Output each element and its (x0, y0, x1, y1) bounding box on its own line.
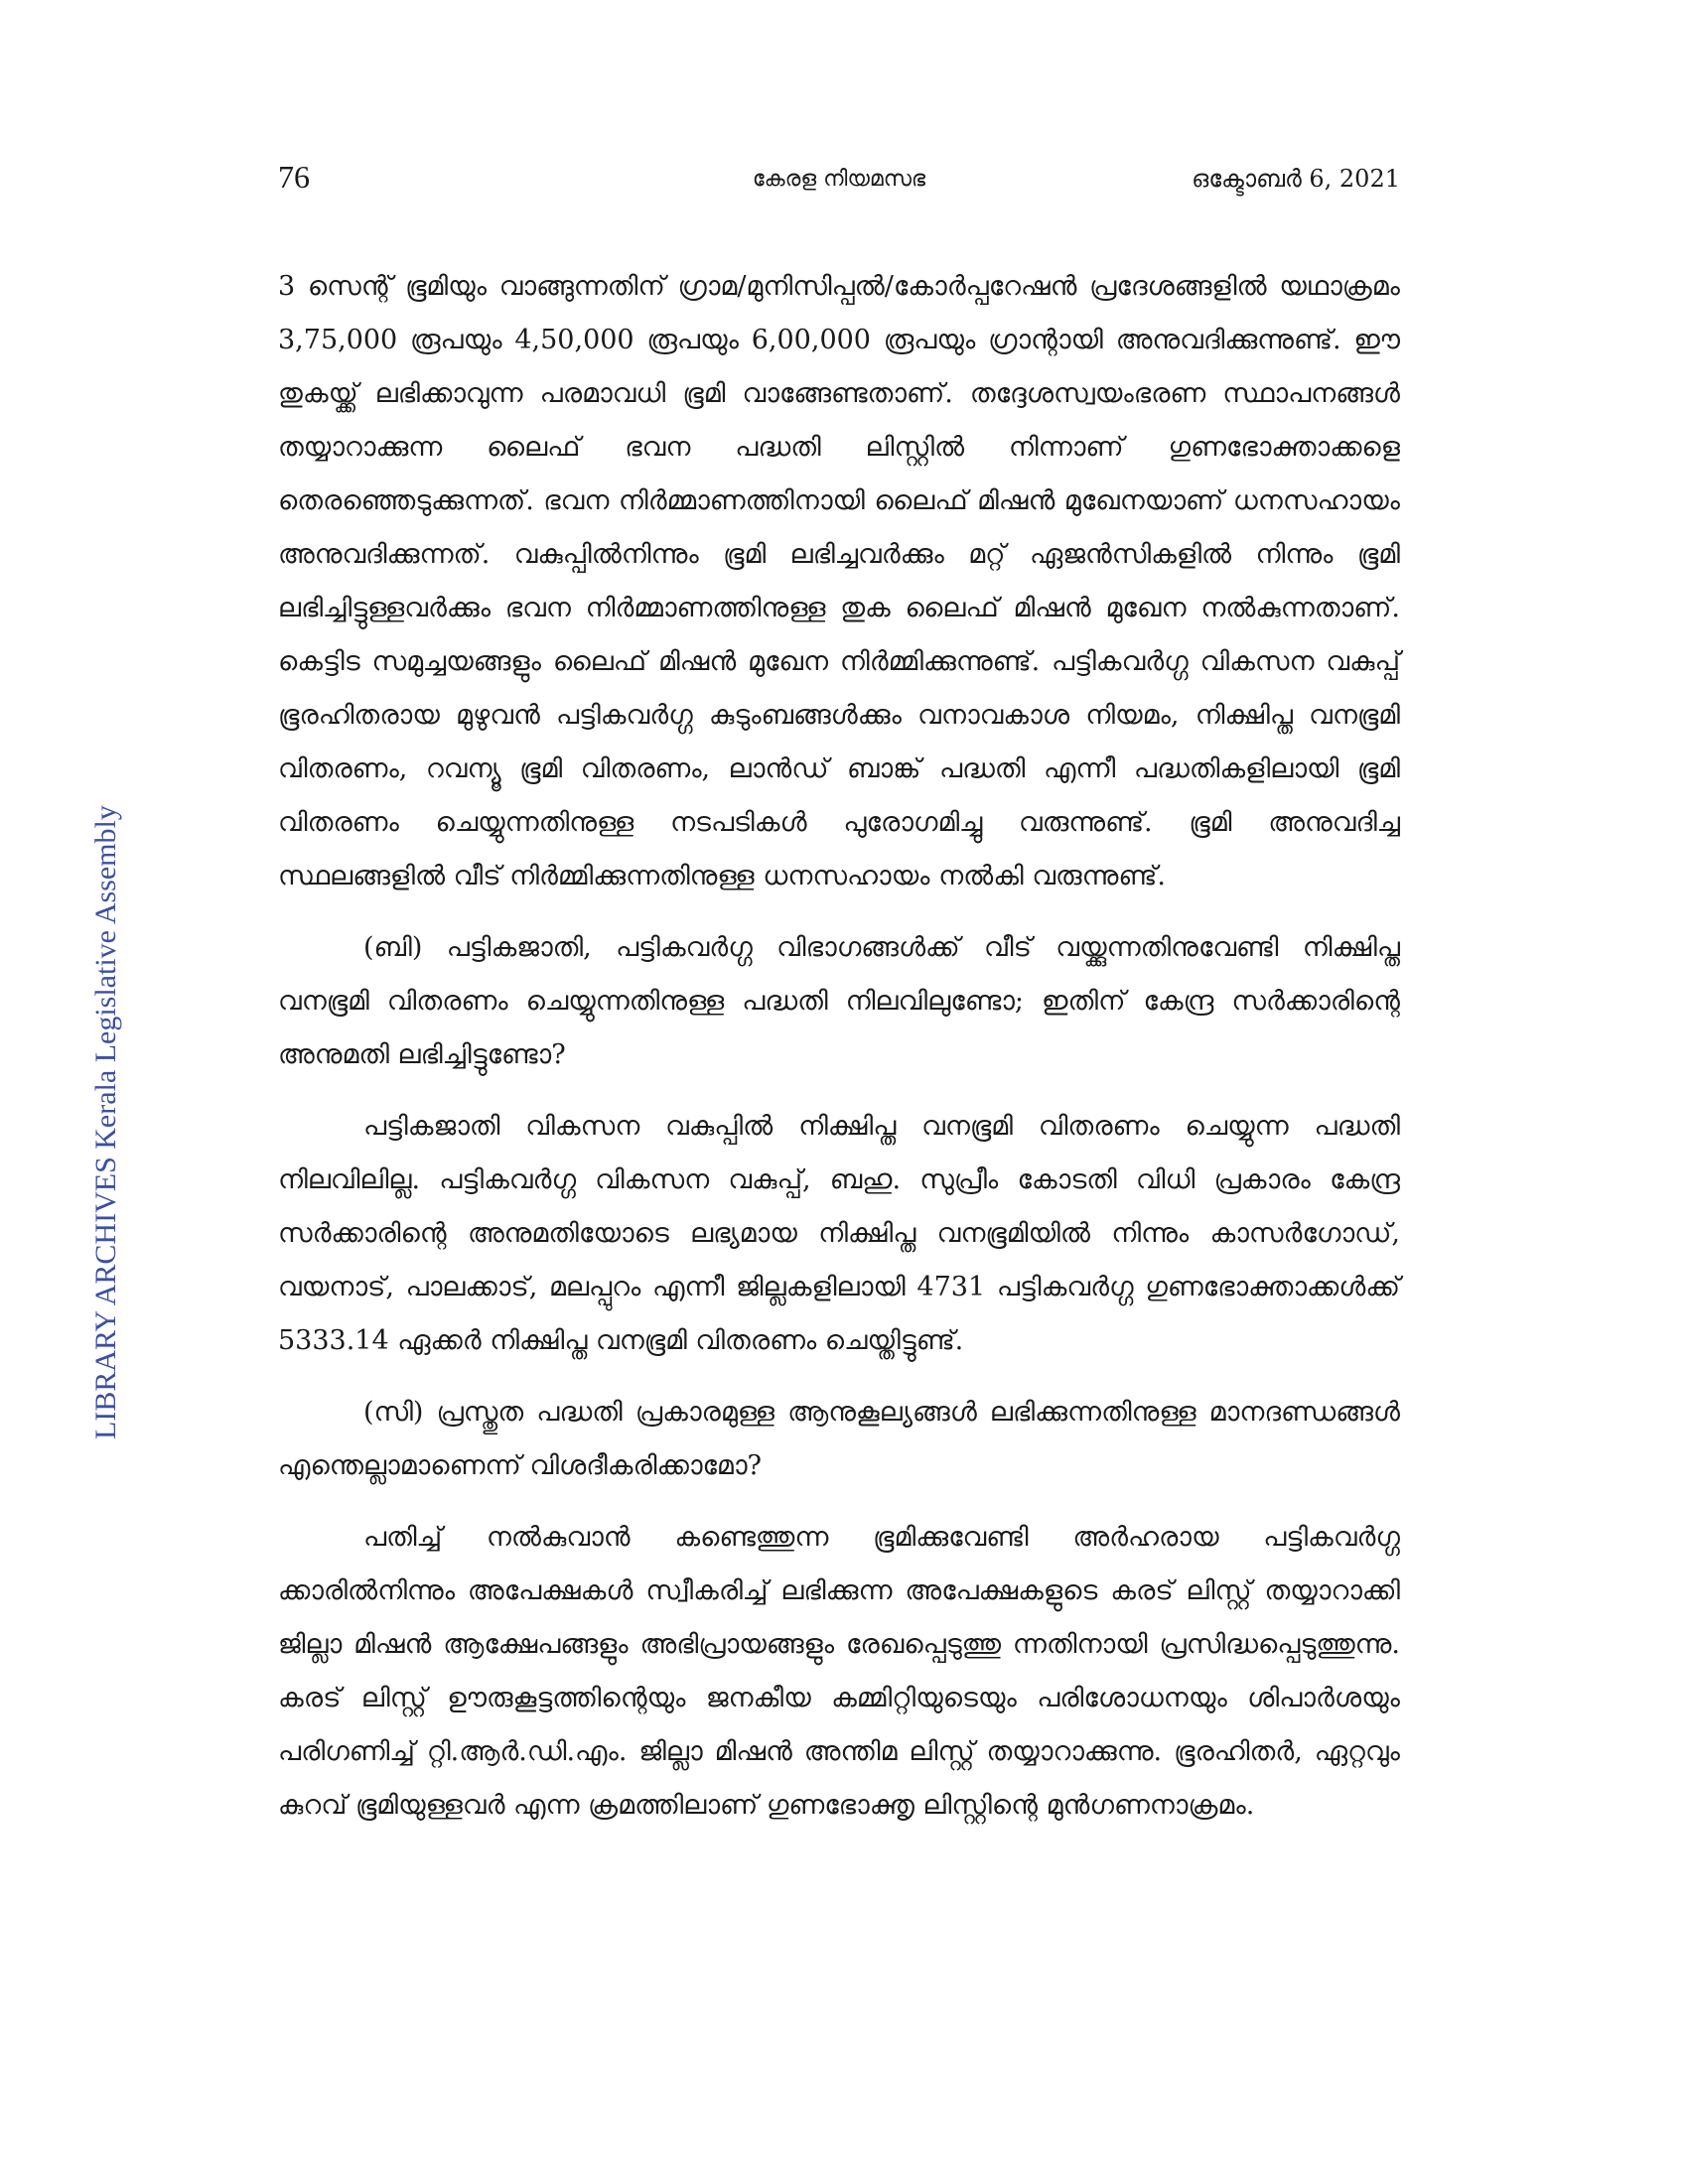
page-header (278, 159, 1400, 208)
paragraph-answer-a: 3 സെന്റ് ഭൂമിയും വാങ്ങുന്നതിന് ഗ്രാമ/മുനിസിപ്പൽ/കോർപ്പറേഷൻ പ്രദേശങ്ങളിൽ യഥാക്രമം 3,75,000 രൂപയും 4,50,000 രൂപയും 6,00,000 രൂപയും ഗ്രാന്റായി അനുവദിക്കുന്നുണ്ട്. ഈ തുകയ്ക്ക് ലഭിക്കാവുന്ന പരമാവധി ഭൂമി വാങ്ങേണ്ടതാണ്. തദ്ദേശസ്വയംഭരണ സ്ഥാപനങ്ങൾ തയ്യാറാക്കുന്ന ലൈഫ് ഭവന പദ്ധതി ലിസ്റ്റിൽ നിന്നാണ് ഗുണഭോക്താക്കളെ തെരഞ്ഞെടുക്കുന്നത്. ഭവന നിർമ്മാണത്തിനായി ലൈഫ് മിഷൻ മുഖേനയാണ് ധനസഹായം അനുവദിക്കുന്നത്. വകുപ്പിൽനിന്നും ഭൂമി ലഭിച്ചവർക്കും മറ്റ് ഏജൻസികളിൽ നിന്നും ഭൂമി ലഭിച്ചിട്ടുള്ളവർക്കും ഭവന നിർമ്മാണത്തിനുള്ള തുക ലൈഫ് മിഷൻ മുഖേന നൽകുന്നതാണ്. കെട്ടിട സമുച്ചയങ്ങളും ലൈഫ് മിഷൻ മുഖേന നിർമ്മിക്കുന്നുണ്ട്. പട്ടികവർഗ്ഗ വികസന വകുപ്പ് ഭൂരഹിതരായ മുഴുവൻ പട്ടികവർഗ്ഗ കുടുംബങ്ങൾക്കും വനാവകാശ നിയമം, നിക്ഷിപ്ത വനഭൂമി വിതരണം, റവന്യൂ ഭൂമി വിതരണം, ലാൻഡ് ബാങ്ക് പദ്ധതി എന്നീ പദ്ധതികളിലായി ഭൂമി വിതരണം ചെയ്യുന്നതിനുള്ള നടപടികൾ പുരോഗമിച്ചു വരുന്നുണ്ട്. ഭൂമി അനുവദിച്ച സ്ഥലങ്ങളിൽ വീട് നിർമ്മിക്കുന്നതിനുള്ള ധനസഹായം നൽകി വരുന്നുണ്ട്. (278, 271, 1400, 891)
running-date: ഒക്ടോബർ 6, 2021 (1192, 165, 1400, 193)
paragraph-question-c: (സി) പ്രസ്തുത പദ്ധതി പ്രകാരമുള്ള ആനുകൂല്യങ്ങൾ ലഭിക്കുന്നതിനുള്ള മാനദണ്ഡങ്ങൾ എന്തെല്ലാമാണെന്ന് വിശദീകരിക്കാമോ? (278, 1397, 1400, 1481)
paragraph-answer-c: പതിച്ച് നൽകുവാൻ കണ്ടെത്തുന്ന ഭൂമിക്കുവേണ്ടി അർഹരായ പട്ടികവർഗ്ഗ ക്കാരിൽനിന്നും അപേക്ഷകൾ സ്വീകരിച്ച് ലഭിക്കുന്ന അപേക്ഷകളുടെ കരട് ലിസ്റ്റ് തയ്യാറാക്കി ജില്ലാ മിഷൻ ആക്ഷേപങ്ങളും അഭിപ്രായങ്ങളും രേഖപ്പെടുത്തു ന്നതിനായി പ്രസിദ്ധപ്പെടുത്തുന്നു. കരട് ലിസ്റ്റ് ഊരുകൂട്ടത്തിന്റെയും ജനകീയ കമ്മിറ്റിയുടെയും പരിശോധനയും ശിപാർശയും പരിഗണിച്ച് റ്റി.ആർ.ഡി.എം. ജില്ലാ മിഷൻ അന്തിമ ലിസ്റ്റ് തയ്യാറാക്കുന്നു. ഭൂരഹിതർ, ഏറ്റവും കുറവ് ഭൂമിയുള്ളവർ എന്ന ക്രമത്തിലാണ് ഗുണഭോക്തൃ ലിസ്റ്റിന്റെ മുൻഗണനാക്രമം. (278, 1522, 1400, 1821)
running-title: കേരള നിയമസഭ (752, 167, 926, 192)
watermark-text: LIBRARY ARCHIVES Kerala Legislative Assembly (89, 805, 122, 1439)
paragraph-answer-b: പട്ടികജാതി വികസന വകുപ്പിൽ നിക്ഷിപ്ത വനഭൂമി വിതരണം ചെയ്യുന്ന പദ്ധതി നിലവിലില്ല. പട്ടികവർഗ്ഗ വികസന വകുപ്പ്, ബഹു. സുപ്രീം കോടതി വിധി പ്രകാരം കേന്ദ്ര സർക്കാരിന്റെ അനുമതിയോടെ ലഭ്യമായ നിക്ഷിപ്ത വനഭൂമിയിൽ നിന്നും കാസർഗോഡ്, വയനാട്, പാലക്കാട്, മലപ്പുറം എന്നീ ജില്ലകളിലായി 4731 പട്ടികവർഗ്ഗ ഗുണഭോക്താക്കൾക്ക് 5333.14 ഏക്കർ നിക്ഷിപ്ത വനഭൂമി വിതരണം ചെയ്തിട്ടുണ്ട്. (278, 1111, 1400, 1356)
page-number: 76 (278, 159, 310, 195)
paragraph-question-b: (ബി) പട്ടികജാതി, പട്ടികവർഗ്ഗ വിഭാഗങ്ങൾക്ക് വീട് വയ്ക്കുന്നതിനുവേണ്ടി നിക്ഷിപ്ത വനഭൂമി വിതരണം ചെയ്യുന്നതിനുള്ള പദ്ധതി നിലവിലുണ്ടോ; ഇതിന് കേന്ദ്ര സർക്കാരിന്റെ അനുമതി ലഭിച്ചിട്ടുണ്ടോ? (278, 932, 1400, 1070)
body-text (278, 260, 1400, 1833)
